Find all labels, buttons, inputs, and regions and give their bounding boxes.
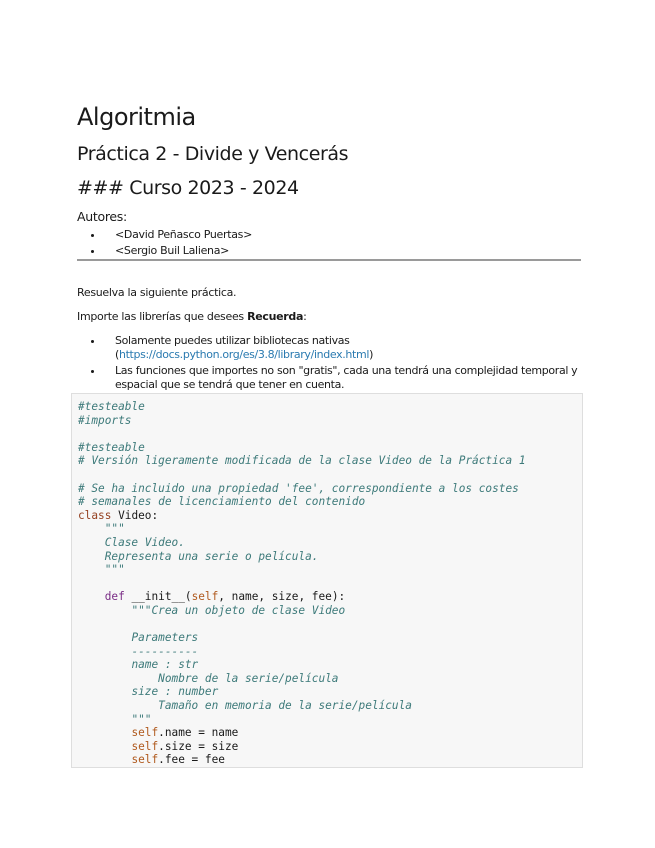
assignment: .fee = fee	[158, 753, 225, 767]
code-comment: # Versión ligeramente modificada de la clase Video de la Práctica 1	[78, 454, 526, 468]
docstring: """	[104, 563, 125, 577]
authors-label: Autores:	[77, 209, 127, 224]
horizontal-rule	[77, 259, 581, 261]
assignment: .size = size	[158, 739, 239, 753]
class-keyword: class	[78, 508, 112, 522]
import-paragraph	[77, 310, 307, 323]
class-declaration: Video:	[111, 508, 159, 522]
docstring: Representa una serie o película.	[104, 549, 319, 563]
self-keyword: self	[131, 753, 159, 767]
code-cell[interactable]	[71, 393, 583, 768]
docstring: """	[104, 522, 125, 536]
note-close-paren: )	[369, 348, 374, 361]
note-item: Las funciones que importes no son "gratis", cada una tendrá una complejidad temporal y espacial que se tendrá que tener en cuenta.	[77, 364, 581, 392]
page-title: Algoritmia	[77, 103, 196, 131]
page-subtitle: Práctica 2 - Divide y Vencerás	[77, 143, 349, 165]
notes-list	[77, 334, 581, 394]
code-comment: # Se ha incluido una propiedad 'fee', correspondiente a los costes	[78, 481, 519, 495]
code-comment: #testeable	[78, 440, 145, 454]
docstring: Tamaño en memoria de la serie/película	[158, 699, 412, 713]
docstring: name : str	[131, 658, 199, 672]
author-item: <Sergio Buil Laliena>	[77, 243, 252, 259]
authors-list	[77, 227, 252, 259]
docstring: ----------	[131, 644, 199, 658]
python-docs-link[interactable]: https://docs.python.org/es/3.8/library/index.html	[118, 348, 370, 361]
docstring: Clase Video.	[104, 535, 185, 549]
docstring: size : number	[131, 685, 219, 699]
course-heading: ### Curso 2023 - 2024	[77, 177, 299, 199]
docstring: """	[131, 712, 152, 726]
import-colon: :	[303, 310, 307, 323]
self-keyword: self	[191, 590, 219, 604]
author-item: <David Peñasco Puertas>	[77, 227, 252, 243]
docstring: Nombre de la serie/película	[158, 671, 339, 685]
self-keyword: self	[131, 726, 159, 740]
code-comment: # semanales de licenciamiento del contenido	[78, 495, 366, 509]
docstring: """Crea un objeto de clase Video	[131, 603, 346, 617]
function-name: __init__	[131, 590, 185, 604]
assignment: .name = name	[158, 726, 239, 740]
code-comment: #testeable	[78, 400, 145, 413]
def-keyword: def	[104, 590, 125, 604]
note-item	[77, 334, 581, 362]
remember-bold: Recuerda	[247, 310, 304, 323]
code-comment: #imports	[78, 413, 132, 427]
function-params: , name, size, fee):	[218, 590, 346, 604]
instruction-paragraph: Resuelva la siguiente práctica.	[77, 286, 237, 299]
docstring: Parameters	[131, 631, 199, 645]
note-text: Solamente puedes utilizar bibliotecas nativas (	[115, 334, 350, 361]
code-block	[78, 400, 526, 767]
open-paren: (	[184, 590, 192, 604]
import-text: Importe las librerías que desees	[77, 310, 248, 323]
self-keyword: self	[131, 739, 159, 753]
